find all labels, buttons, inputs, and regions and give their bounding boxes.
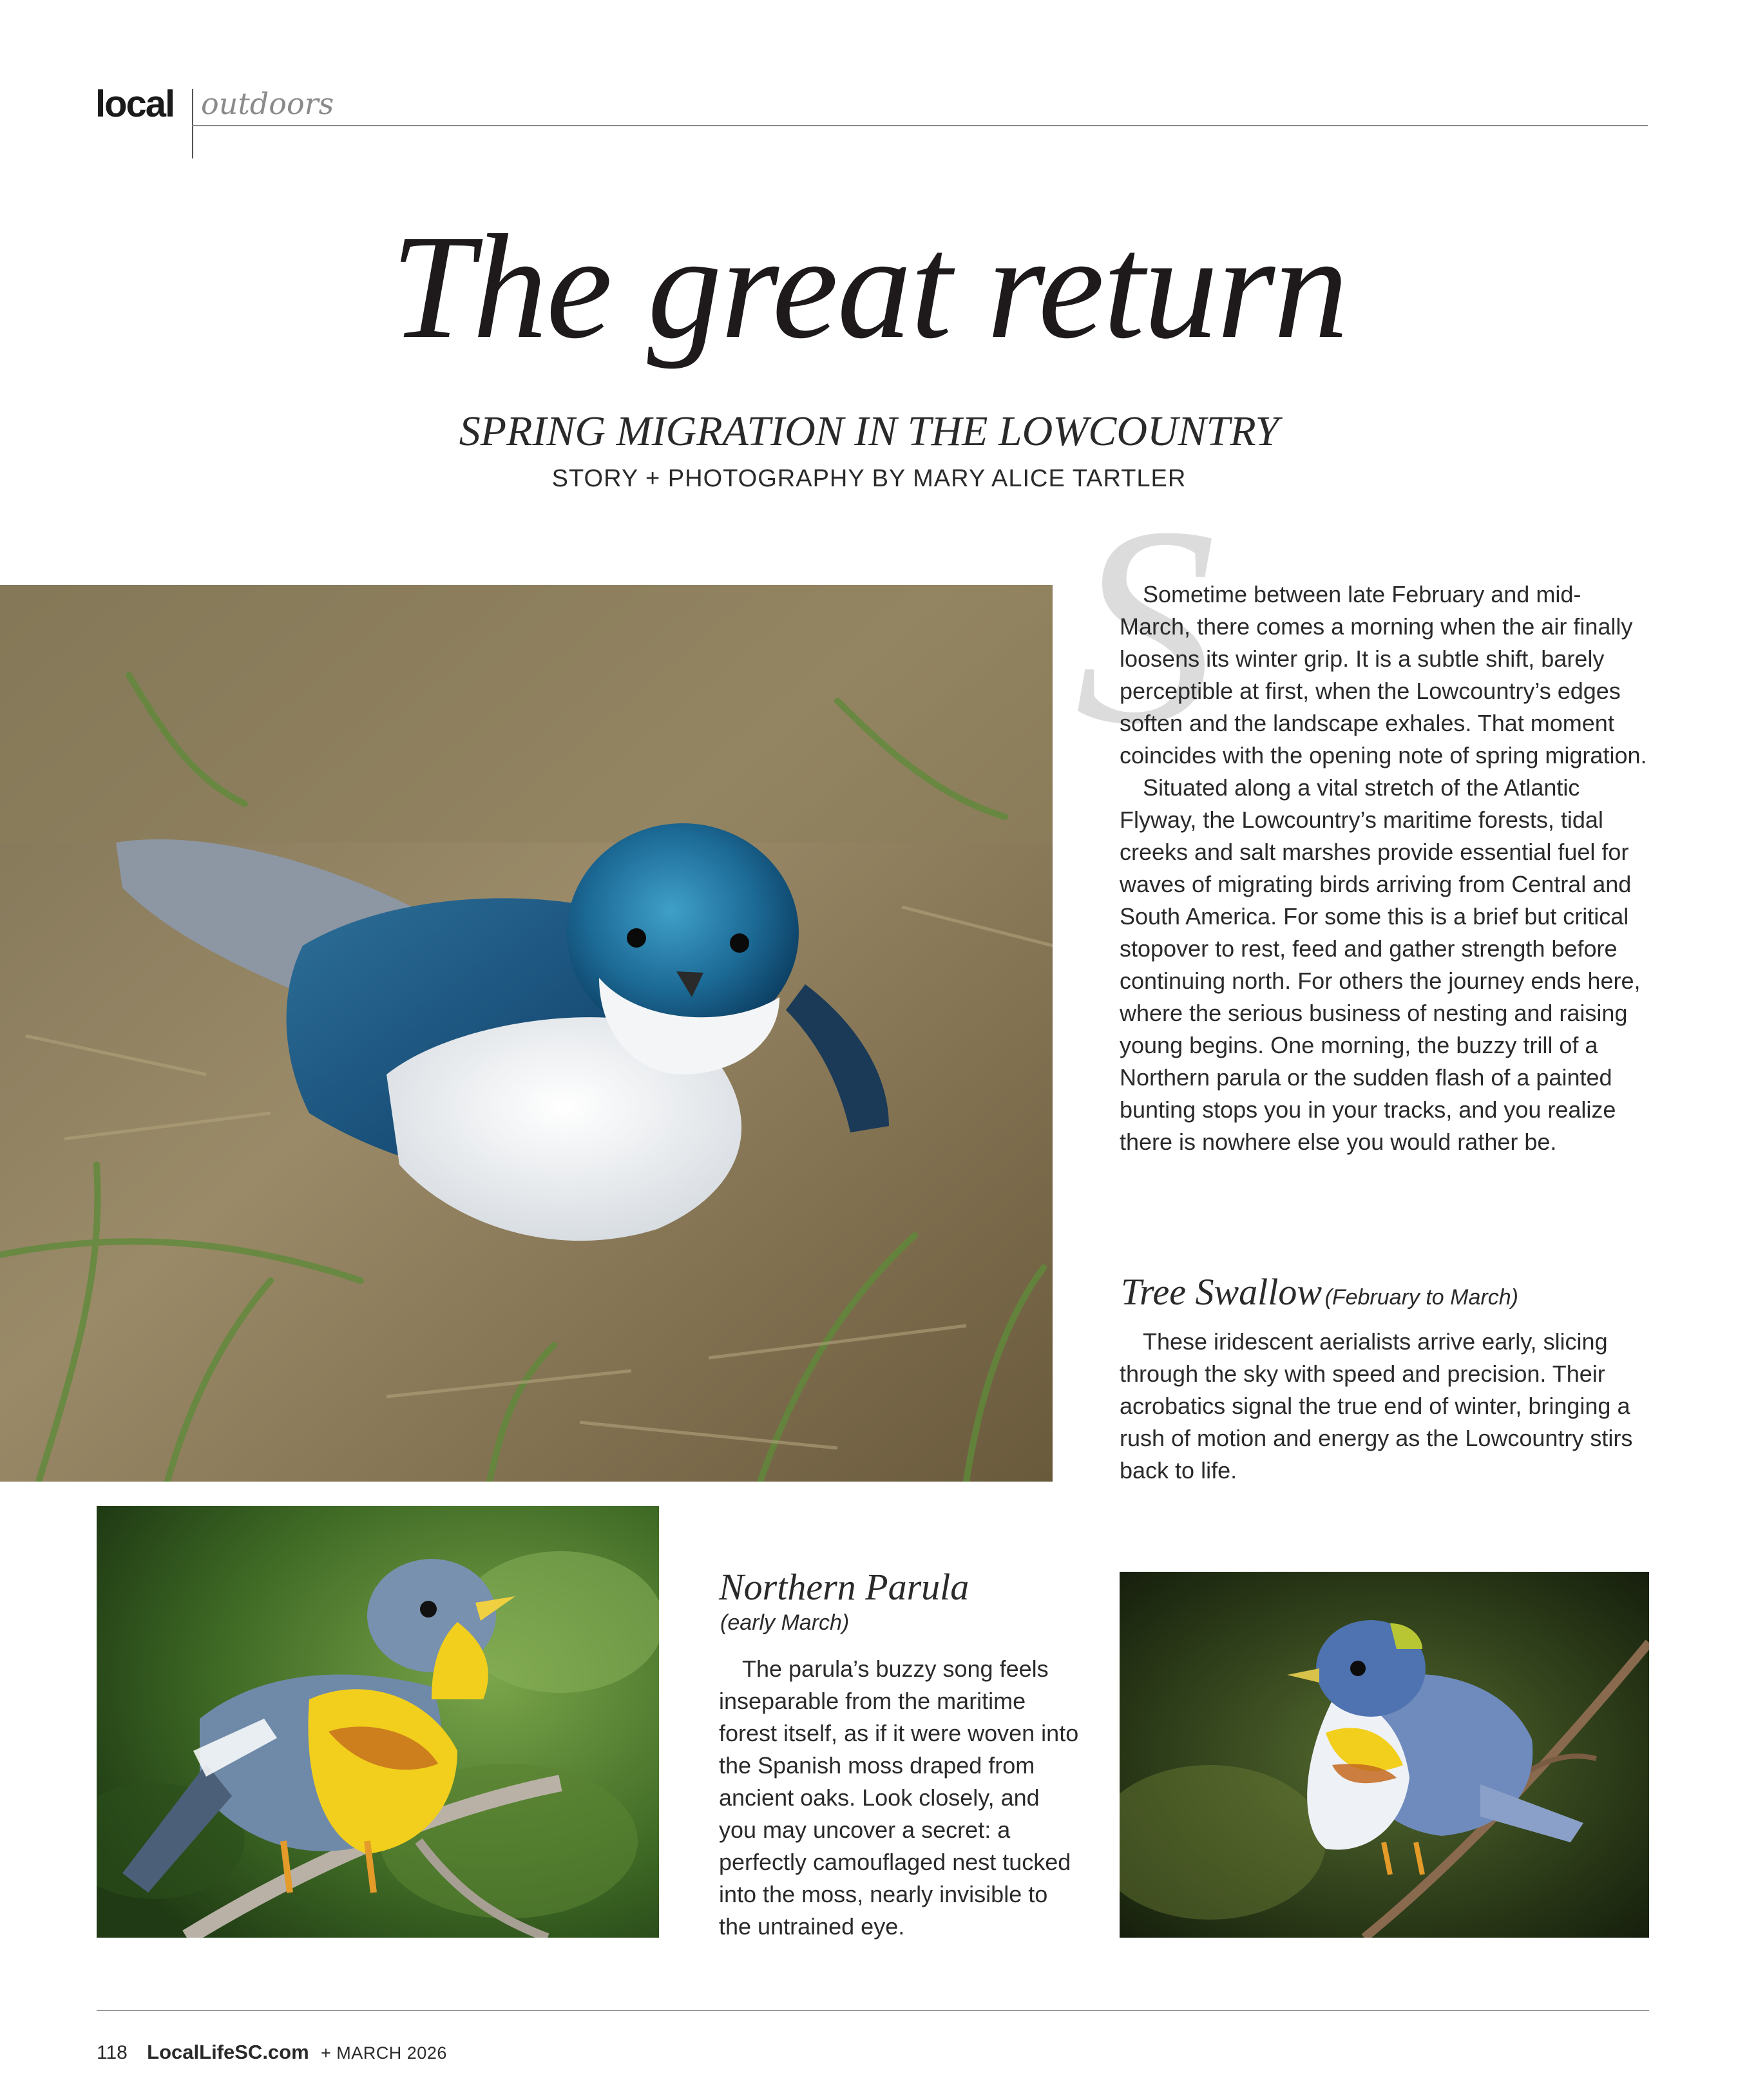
- article-byline: STORY + PHOTOGRAPHY BY MARY ALICE TARTLER: [551, 465, 1187, 492]
- issue-date: + MARCH 2026: [321, 2043, 447, 2063]
- drop-cap: S: [1074, 469, 1216, 783]
- section-label: outdoors: [201, 86, 334, 121]
- species-paragraph: The parula’s buzzy song feels inseparable from the maritime forest itself, as if it were woven into the Spanish moss draped from ancient oaks. Look closely, and you may uncover a secret: a perfectly camouflaged nest tucked into the moss, nearly invisible to the untrained eye.: [719, 1656, 1079, 1940]
- northern-parula-photo-right: [1120, 1572, 1649, 1938]
- magazine-brand: local: [95, 83, 175, 125]
- species-season: (early March): [720, 1610, 850, 1635]
- intro-paragraph: Situated along a vital stretch of the Atlantic Flyway, the Lowcountry’s maritime forests, tidal creeks and salt marshes provide essential fuel for waves of migrating birds arriving from Central and South America. For some this is a brief but critical stopover to rest, feed and gather strength before continuing north. For others the journey ends here, where the serious business of nesting and raising young begins. One morning, the buzzy trill of a Northern parula or the sudden flash of a painted bunting stops you in your tracks, and you realize there is nowhere else you would rather be.: [1120, 774, 1641, 1155]
- tree-swallow-photo: [0, 585, 1053, 1482]
- article-title: The great return: [390, 204, 1348, 370]
- intro-text: [1120, 578, 1648, 1158]
- species-name: Tree Swallow: [1121, 1271, 1323, 1313]
- northern-parula-photo-left: [97, 1506, 659, 1938]
- northern-parula-heading: Northern Parula: [719, 1566, 969, 1608]
- website-link[interactable]: LocalLifeSC.com: [147, 2041, 309, 2063]
- intro-paragraph: Sometime between late February and mid-March, there comes a morning when the air finally loosens its winter grip. It is a subtle shift, barely perceptible at first, when the Lowcountry’s edges soften and the landscape exhales. That moment coincides with the opening note of spring migration.: [1120, 581, 1647, 768]
- article-subtitle: SPRING MIGRATION IN THE LOWCOUNTRY: [459, 408, 1279, 455]
- header-rule: [192, 125, 1648, 126]
- tree-swallow-text: [1120, 1326, 1648, 1487]
- page-number: 118: [97, 2042, 128, 2063]
- species-season: (February to March): [1324, 1285, 1518, 1310]
- tree-swallow-heading: [1121, 1270, 1649, 1313]
- footer-rule: [97, 2010, 1649, 2011]
- species-paragraph: These iridescent aerialists arrive early, slicing through the sky with speed and precision. Their acrobatics signal the true end of winter, bringing a rush of motion and energy as the Lowcountry stirs back to life.: [1120, 1328, 1633, 1484]
- header-divider: [192, 89, 193, 158]
- northern-parula-text: [719, 1653, 1080, 1943]
- page-footer: [97, 2041, 447, 2064]
